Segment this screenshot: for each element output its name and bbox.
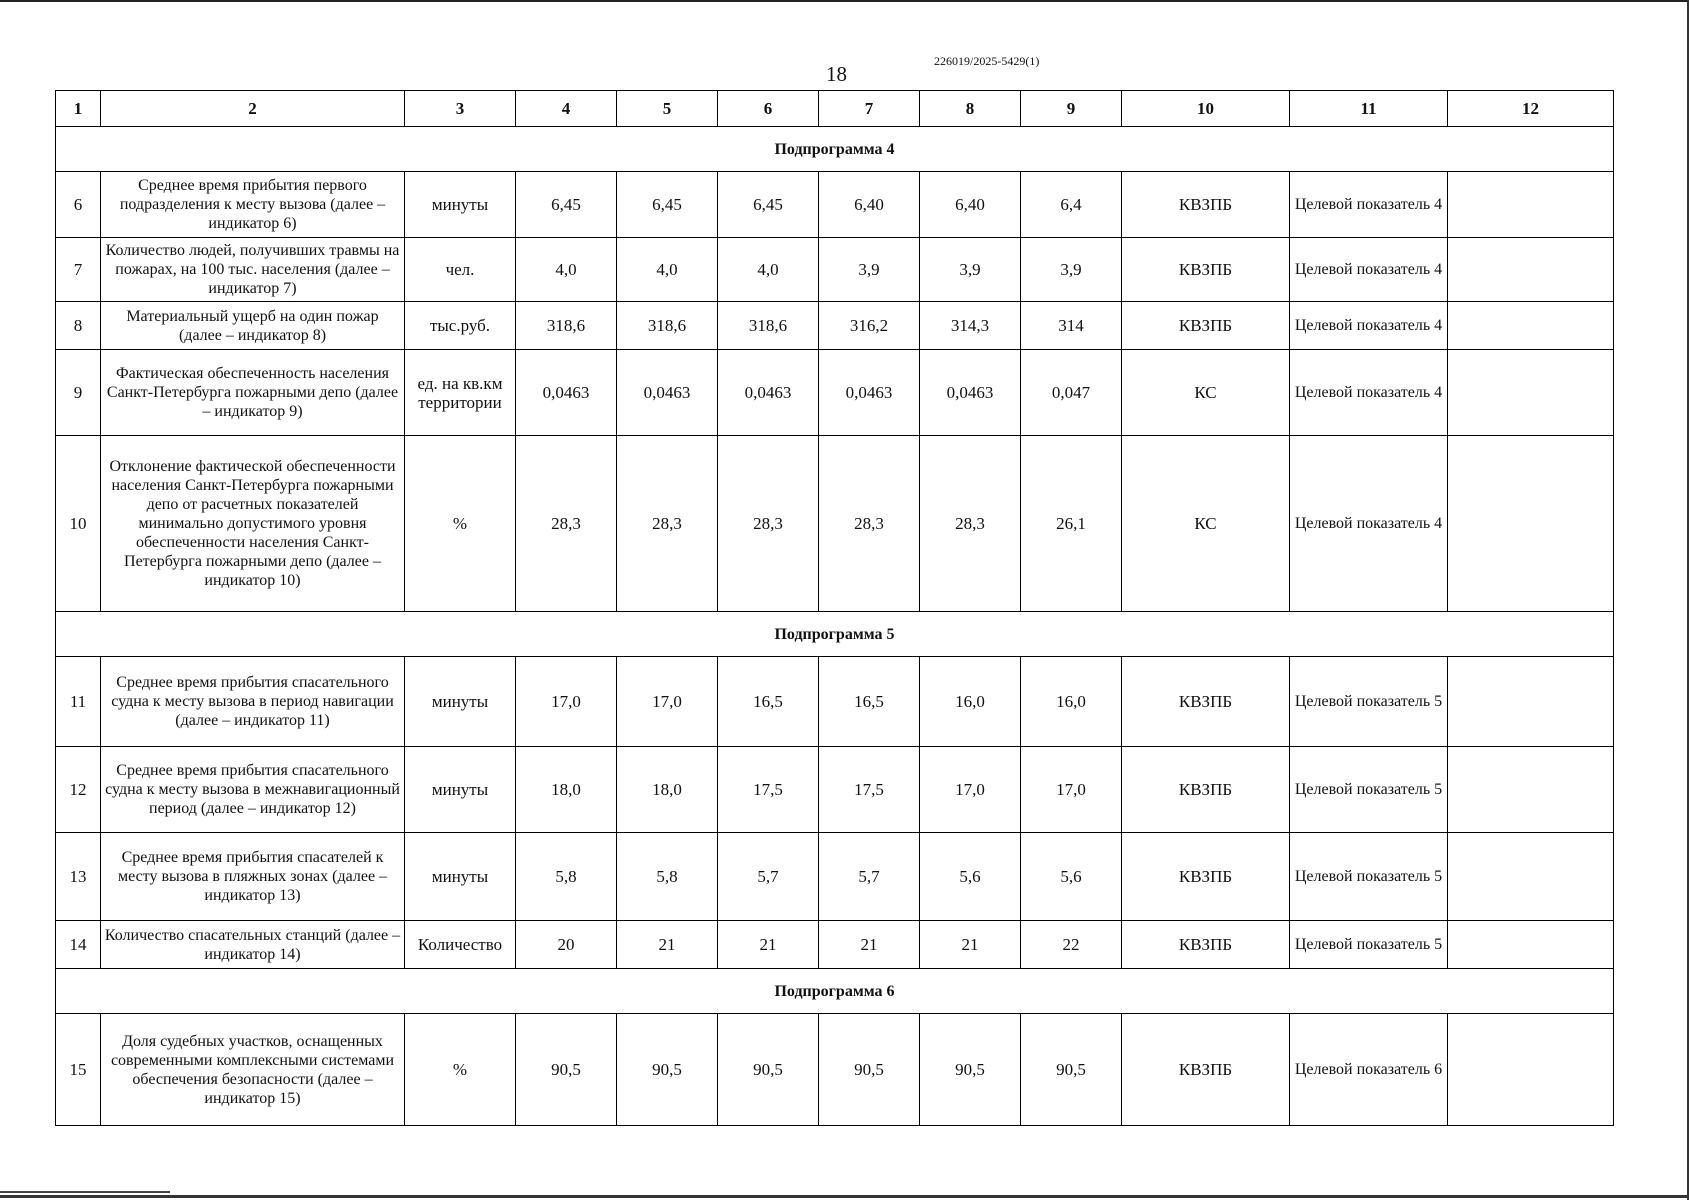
indicator-row (56, 657, 1614, 747)
column-number: 7 (819, 91, 920, 127)
notes-cell (1448, 1014, 1614, 1126)
notes-cell (1448, 436, 1614, 612)
value-cell: 28,3 (617, 436, 718, 612)
notes-cell (1448, 833, 1614, 921)
value-cell: 0,0463 (516, 350, 617, 436)
value-cell: 6,45 (617, 172, 718, 238)
value-cell: 0,0463 (920, 350, 1021, 436)
indicator-name: Среднее время прибытия спасателей к месту вызова в пляжных зонах (далее – индикатор 13) (101, 833, 405, 921)
value-cell: 6,40 (819, 172, 920, 238)
source-cell: КВЗПБ (1122, 302, 1290, 350)
target-indicator-cell: Целевой показатель 4 (1290, 350, 1448, 436)
notes-cell (1448, 350, 1614, 436)
row-number: 15 (56, 1014, 101, 1126)
source-cell: КС (1122, 350, 1290, 436)
unit-cell: ед. на кв.км территории (405, 350, 516, 436)
column-number: 11 (1290, 91, 1448, 127)
target-indicator-cell: Целевой показатель 6 (1290, 1014, 1448, 1126)
value-cell: 17,0 (617, 657, 718, 747)
column-number: 10 (1122, 91, 1290, 127)
value-cell: 21 (920, 921, 1021, 969)
unit-cell: % (405, 436, 516, 612)
notes-cell (1448, 657, 1614, 747)
subprogram-title: Подпрограмма 4 (56, 127, 1614, 172)
unit-cell: минуты (405, 172, 516, 238)
value-cell: 16,5 (819, 657, 920, 747)
indicator-name: Среднее время прибытия первого подразделения к месту вызова (далее – индикатор 6) (101, 172, 405, 238)
subprogram-title: Подпрограмма 5 (56, 612, 1614, 657)
value-cell: 28,3 (516, 436, 617, 612)
value-cell: 90,5 (617, 1014, 718, 1126)
value-cell: 90,5 (516, 1014, 617, 1126)
source-cell: КВЗПБ (1122, 833, 1290, 921)
value-cell: 4,0 (718, 238, 819, 302)
value-cell: 90,5 (920, 1014, 1021, 1126)
value-cell: 3,9 (819, 238, 920, 302)
row-number: 7 (56, 238, 101, 302)
value-cell: 20 (516, 921, 617, 969)
value-cell: 0,0463 (617, 350, 718, 436)
indicator-row (56, 302, 1614, 350)
indicator-row (56, 833, 1614, 921)
value-cell: 5,8 (617, 833, 718, 921)
value-cell: 316,2 (819, 302, 920, 350)
indicator-row (56, 172, 1614, 238)
value-cell: 21 (819, 921, 920, 969)
indicator-name: Доля судебных участков, оснащенных современными комплексными системами обеспечения безопасности (далее – индикатор 15) (101, 1014, 405, 1126)
indicator-row (56, 1014, 1614, 1126)
value-cell: 0,047 (1021, 350, 1122, 436)
subprogram-header-row (56, 127, 1614, 172)
value-cell: 28,3 (819, 436, 920, 612)
value-cell: 5,6 (1021, 833, 1122, 921)
value-cell: 90,5 (1021, 1014, 1122, 1126)
indicator-row (56, 436, 1614, 612)
value-cell: 6,40 (920, 172, 1021, 238)
row-number: 9 (56, 350, 101, 436)
value-cell: 3,9 (920, 238, 1021, 302)
source-cell: КВЗПБ (1122, 1014, 1290, 1126)
value-cell: 318,6 (516, 302, 617, 350)
target-indicator-cell: Целевой показатель 4 (1290, 238, 1448, 302)
value-cell: 17,0 (920, 747, 1021, 833)
indicator-name: Отклонение фактической обеспеченности населения Санкт-Петербурга пожарными депо от расчетных показателей минимально допустимого уровня обеспеченности населения Санкт-Петербурга пожарными депо (далее – индикатор 10) (101, 436, 405, 612)
column-number: 4 (516, 91, 617, 127)
subprogram-header-row (56, 969, 1614, 1014)
value-cell: 26,1 (1021, 436, 1122, 612)
column-number: 3 (405, 91, 516, 127)
indicator-name: Количество людей, получивших травмы на пожарах, на 100 тыс. населения (далее – индикатор 7) (101, 238, 405, 302)
column-number: 5 (617, 91, 718, 127)
value-cell: 22 (1021, 921, 1122, 969)
notes-cell (1448, 747, 1614, 833)
subprogram-header-row (56, 612, 1614, 657)
column-number: 2 (101, 91, 405, 127)
subprogram-title: Подпрограмма 6 (56, 969, 1614, 1014)
value-cell: 5,8 (516, 833, 617, 921)
column-number-row (56, 91, 1614, 127)
value-cell: 318,6 (617, 302, 718, 350)
value-cell: 17,5 (718, 747, 819, 833)
value-cell: 16,0 (920, 657, 1021, 747)
value-cell: 21 (617, 921, 718, 969)
target-indicator-cell: Целевой показатель 4 (1290, 302, 1448, 350)
value-cell: 90,5 (819, 1014, 920, 1126)
notes-cell (1448, 921, 1614, 969)
row-number: 10 (56, 436, 101, 612)
notes-cell (1448, 238, 1614, 302)
scan-edge-top (0, 0, 1689, 2)
value-cell: 18,0 (617, 747, 718, 833)
source-cell: КВЗПБ (1122, 172, 1290, 238)
row-number: 13 (56, 833, 101, 921)
indicator-row (56, 747, 1614, 833)
target-indicator-cell: Целевой показатель 4 (1290, 172, 1448, 238)
unit-cell: минуты (405, 833, 516, 921)
row-number: 11 (56, 657, 101, 747)
notes-cell (1448, 302, 1614, 350)
unit-cell: чел. (405, 238, 516, 302)
row-number: 14 (56, 921, 101, 969)
indicators-table (55, 90, 1614, 1126)
value-cell: 17,0 (516, 657, 617, 747)
scan-edge-mark (0, 1191, 170, 1193)
indicator-name: Среднее время прибытия спасательного судна к месту вызова в период навигации (далее – индикатор 11) (101, 657, 405, 747)
row-number: 6 (56, 172, 101, 238)
indicator-name: Фактическая обеспеченность населения Санкт-Петербурга пожарными депо (далее – индикатор 9) (101, 350, 405, 436)
unit-cell: минуты (405, 747, 516, 833)
target-indicator-cell: Целевой показатель 5 (1290, 921, 1448, 969)
value-cell: 18,0 (516, 747, 617, 833)
source-cell: КВЗПБ (1122, 238, 1290, 302)
value-cell: 0,0463 (819, 350, 920, 436)
source-cell: КС (1122, 436, 1290, 612)
value-cell: 318,6 (718, 302, 819, 350)
target-indicator-cell: Целевой показатель 5 (1290, 657, 1448, 747)
notes-cell (1448, 172, 1614, 238)
value-cell: 0,0463 (718, 350, 819, 436)
value-cell: 17,5 (819, 747, 920, 833)
value-cell: 5,7 (718, 833, 819, 921)
value-cell: 6,4 (1021, 172, 1122, 238)
unit-cell: тыс.руб. (405, 302, 516, 350)
value-cell: 3,9 (1021, 238, 1122, 302)
value-cell: 4,0 (617, 238, 718, 302)
value-cell: 6,45 (516, 172, 617, 238)
value-cell: 90,5 (718, 1014, 819, 1126)
column-number: 9 (1021, 91, 1122, 127)
row-number: 12 (56, 747, 101, 833)
value-cell: 16,5 (718, 657, 819, 747)
target-indicator-cell: Целевой показатель 5 (1290, 833, 1448, 921)
scan-edge-bottom (0, 1195, 1689, 1198)
value-cell: 21 (718, 921, 819, 969)
value-cell: 28,3 (920, 436, 1021, 612)
value-cell: 5,7 (819, 833, 920, 921)
value-cell: 16,0 (1021, 657, 1122, 747)
value-cell: 4,0 (516, 238, 617, 302)
indicator-row (56, 921, 1614, 969)
value-cell: 5,6 (920, 833, 1021, 921)
value-cell: 314 (1021, 302, 1122, 350)
value-cell: 17,0 (1021, 747, 1122, 833)
indicator-name: Среднее время прибытия спасательного судна к месту вызова в межнавигационный период (далее – индикатор 12) (101, 747, 405, 833)
value-cell: 6,45 (718, 172, 819, 238)
column-number: 8 (920, 91, 1021, 127)
target-indicator-cell: Целевой показатель 4 (1290, 436, 1448, 612)
indicator-name: Количество спасательных станций (далее – индикатор 14) (101, 921, 405, 969)
unit-cell: Количество (405, 921, 516, 969)
target-indicator-cell: Целевой показатель 5 (1290, 747, 1448, 833)
value-cell: 314,3 (920, 302, 1021, 350)
value-cell: 28,3 (718, 436, 819, 612)
unit-cell: % (405, 1014, 516, 1126)
column-number: 1 (56, 91, 101, 127)
indicator-name: Материальный ущерб на один пожар (далее – индикатор 8) (101, 302, 405, 350)
indicator-row (56, 238, 1614, 302)
source-cell: КВЗПБ (1122, 657, 1290, 747)
document-id: 226019/2025-5429(1) (934, 54, 1040, 68)
unit-cell: минуты (405, 657, 516, 747)
row-number: 8 (56, 302, 101, 350)
page-number: 18 (826, 62, 847, 86)
source-cell: КВЗПБ (1122, 921, 1290, 969)
indicator-row (56, 350, 1614, 436)
column-number: 12 (1448, 91, 1614, 127)
source-cell: КВЗПБ (1122, 747, 1290, 833)
column-number: 6 (718, 91, 819, 127)
